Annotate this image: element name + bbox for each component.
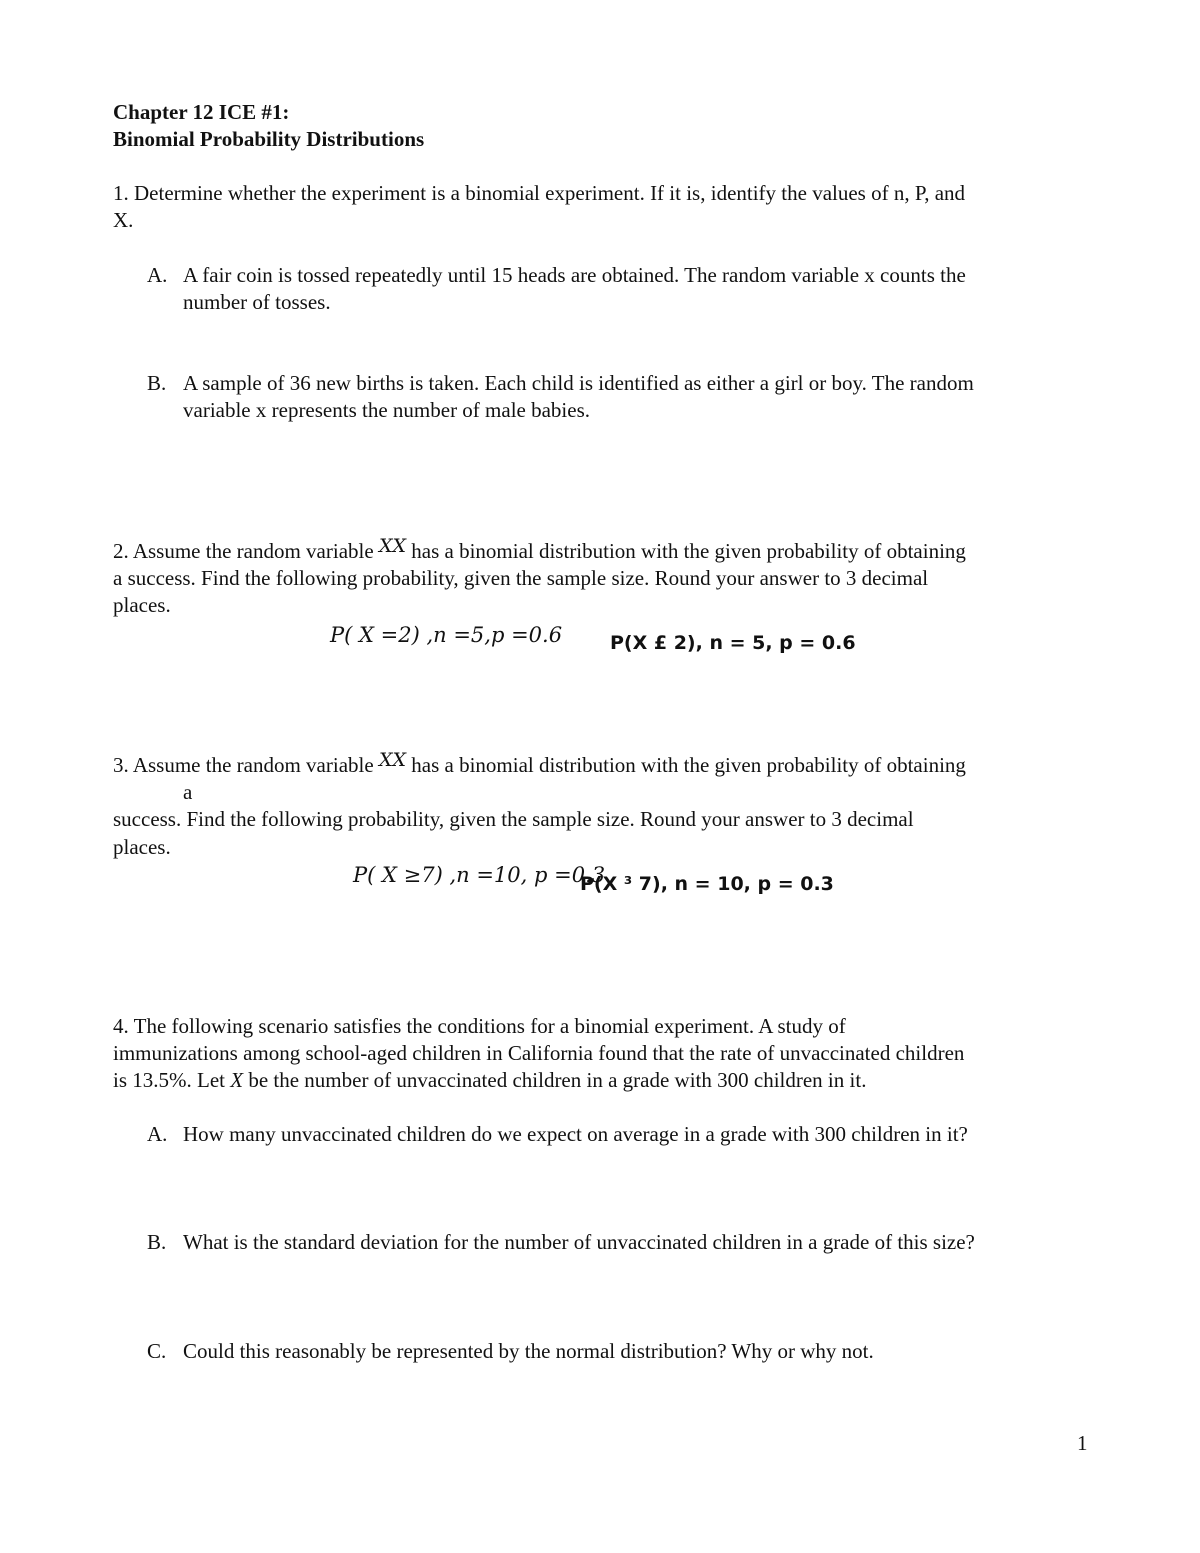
q4-line3-end: be the number of unvaccinated children in a grade with 300 children in it. [248, 1068, 867, 1092]
q2-line3: places. [113, 593, 171, 617]
q3-line2: success. Find the following probability, given the sample size. Round your answer to 3 decimal [113, 807, 914, 831]
q4-line2: immunizations among school-aged children in California found that the rate of unvaccinated children [113, 1041, 965, 1065]
q2-formula-italic: P( X =2) ,n =5,p =0.6 [330, 623, 563, 647]
page-number: 1 [1077, 1431, 1088, 1455]
document-subtitle: Binomial Probability Distributions [113, 127, 425, 151]
q4-a-text: How many unvaccinated children do we expect on average in a grade with 300 children in it? [183, 1122, 968, 1146]
q4-line1: 4. The following scenario satisfies the conditions for a binomial experiment. A study of [113, 1014, 846, 1038]
q4-b-text: What is the standard deviation for the number of unvaccinated children in a grade of this size? [183, 1230, 975, 1254]
q4-a-label: A. [147, 1122, 168, 1146]
q1-a-line1: A fair coin is tossed repeatedly until 15 heads are obtained. The random variable x counts the [183, 263, 966, 287]
q3-formula-italic: P( X ≥7) ,n =10, p =0.3 [353, 863, 606, 887]
q3-start: 3. Assume the random variable [113, 753, 374, 777]
q2-line1 [113, 535, 966, 566]
q2-end: has a binomial distribution with the given probability of obtaining [411, 539, 966, 563]
q4-b [147, 1229, 975, 1256]
q3-line-a: a [183, 780, 193, 804]
q2-formula-bold: P(X £ 2), n = 5, p = 0.6 [610, 632, 856, 654]
q1-line1: 1. Determine whether the experiment is a binomial experiment. If it is, identify the values of n, P, and [113, 181, 966, 205]
q4-c [147, 1338, 874, 1365]
q1-b-label: B. [147, 371, 167, 395]
q1-b-line1: A sample of 36 new births is taken. Each child is identified as either a girl or boy. The random [183, 371, 974, 395]
q4-line3 [113, 1067, 866, 1094]
q3-formula-bold: P(X ³ 7), n = 10, p = 0.3 [580, 873, 834, 895]
q1-a-line2: number of tosses. [183, 290, 331, 314]
q4-line3-variable: X [230, 1068, 244, 1092]
q1-b-line2: variable x represents the number of male babies. [183, 398, 591, 422]
q1-a [147, 262, 966, 289]
q3-variable: XX [378, 749, 406, 771]
q4-a [147, 1121, 968, 1148]
q1-line2: X. [113, 208, 134, 232]
q4-b-label: B. [147, 1230, 167, 1254]
q3-line3: places. [113, 835, 171, 859]
q2-line2: a success. Find the following probability, given the sample size. Round your answer to 3 decimal [113, 566, 929, 590]
q3-line1 [113, 749, 966, 780]
q4-line3-start: is 13.5%. Let [113, 1068, 225, 1092]
q4-c-label: C. [147, 1339, 167, 1363]
document-title: Chapter 12 ICE #1: [113, 100, 290, 124]
q1-b [147, 370, 974, 397]
q4-c-text: Could this reasonably be represented by the normal distribution? Why or why not. [183, 1339, 874, 1363]
q2-start: 2. Assume the random variable [113, 539, 374, 563]
q1-a-label: A. [147, 263, 168, 287]
q3-end: has a binomial distribution with the given probability of obtaining [411, 753, 966, 777]
q2-variable: XX [378, 535, 406, 557]
